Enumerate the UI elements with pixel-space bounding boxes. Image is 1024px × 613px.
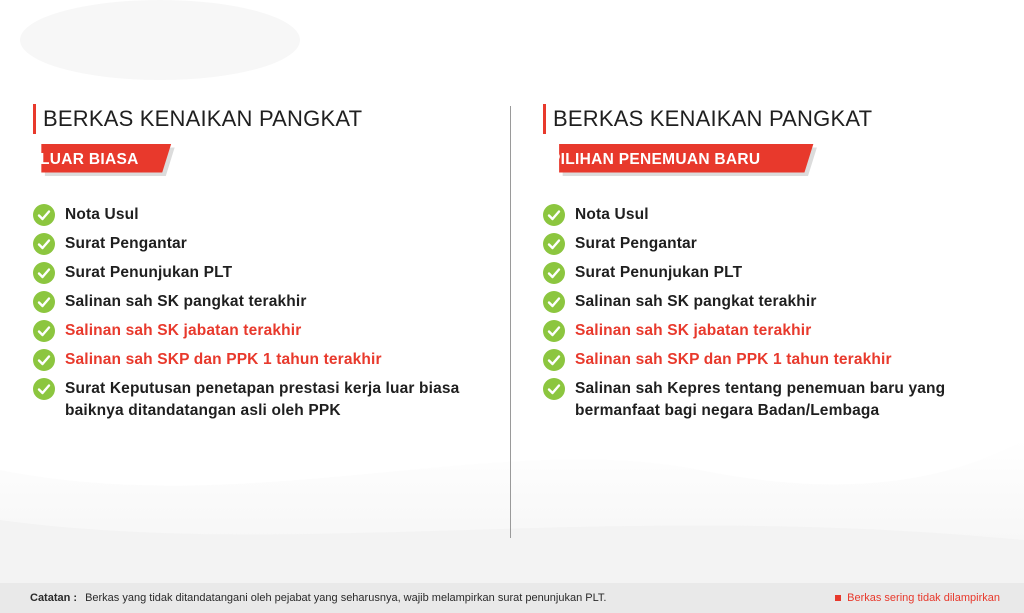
list-item-text: Nota Usul — [575, 206, 649, 223]
column-divider — [510, 106, 511, 538]
footer-bar — [0, 583, 1024, 613]
list-item — [33, 262, 503, 291]
check-circle-icon — [543, 204, 565, 226]
check-circle-icon — [543, 233, 565, 255]
list-item — [543, 291, 1013, 320]
list-item — [543, 349, 1013, 378]
list-item-text: Salinan sah SKP dan PPK 1 tahun terakhir — [65, 351, 382, 368]
check-circle-icon — [33, 233, 55, 255]
check-circle-icon — [543, 262, 565, 284]
list-item — [33, 291, 503, 320]
right-panel — [543, 104, 1013, 422]
list-item-text: Salinan sah SK jabatan terakhir — [65, 322, 302, 339]
square-icon — [835, 595, 841, 601]
left-ribbon-text: LUAR BIASA — [40, 151, 139, 168]
list-item — [33, 233, 503, 262]
check-circle-icon — [33, 262, 55, 284]
check-circle-icon — [33, 291, 55, 313]
check-circle-icon — [543, 320, 565, 342]
list-item — [33, 378, 503, 422]
note-label: Catatan : — [30, 592, 78, 604]
list-item-text: Surat Pengantar — [575, 235, 697, 252]
check-circle-icon — [33, 378, 55, 400]
left-heading-text: BERKAS KENAIKAN PANGKAT — [43, 106, 363, 131]
left-heading — [33, 104, 503, 134]
right-ribbon — [543, 144, 829, 176]
list-item — [33, 204, 503, 233]
list-item-text: Salinan sah Kepres tentang penemuan baru yang bermanfaat bagi negara Badan/Lembaga — [575, 380, 946, 419]
list-item — [33, 349, 503, 378]
legend — [835, 583, 1000, 613]
list-item — [543, 204, 1013, 233]
right-heading-text: BERKAS KENAIKAN PANGKAT — [553, 106, 873, 131]
check-circle-icon — [543, 378, 565, 400]
list-item-text: Nota Usul — [65, 206, 139, 223]
check-circle-icon — [543, 291, 565, 313]
list-item-text: Salinan sah SK jabatan terakhir — [575, 322, 812, 339]
list-item — [543, 262, 1013, 291]
list-item-text: Surat Pengantar — [65, 235, 187, 252]
list-item-text: Salinan sah SKP dan PPK 1 tahun terakhir — [575, 351, 892, 368]
heading-accent-bar — [33, 104, 36, 134]
heading-accent-bar — [543, 104, 546, 134]
list-item-text: Salinan sah SK pangkat terakhir — [575, 293, 817, 310]
note-text: Berkas yang tidak ditandatangani oleh pejabat yang seharusnya, wajib melampirkan surat penunjukan PLT. — [85, 592, 607, 604]
left-ribbon — [33, 144, 179, 176]
check-circle-icon — [543, 349, 565, 371]
check-circle-icon — [33, 349, 55, 371]
list-item — [543, 320, 1013, 349]
left-panel — [33, 104, 503, 422]
left-checklist — [33, 204, 503, 422]
right-ribbon-text: PILIHAN PENEMUAN BARU — [550, 151, 761, 168]
check-circle-icon — [33, 320, 55, 342]
list-item — [543, 233, 1013, 262]
list-item — [33, 320, 503, 349]
list-item-text: Surat Penunjukan PLT — [65, 264, 233, 281]
right-checklist — [543, 204, 1013, 422]
list-item — [543, 378, 1013, 422]
right-heading — [543, 104, 1013, 134]
list-item-text: Salinan sah SK pangkat terakhir — [65, 293, 307, 310]
list-item-text: Surat Keputusan penetapan prestasi kerja luar biasa baiknya ditandatangan asli oleh PPK — [65, 380, 460, 419]
list-item-text: Surat Penunjukan PLT — [575, 264, 743, 281]
legend-text: Berkas sering tidak dilampirkan — [847, 592, 1000, 604]
check-circle-icon — [33, 204, 55, 226]
